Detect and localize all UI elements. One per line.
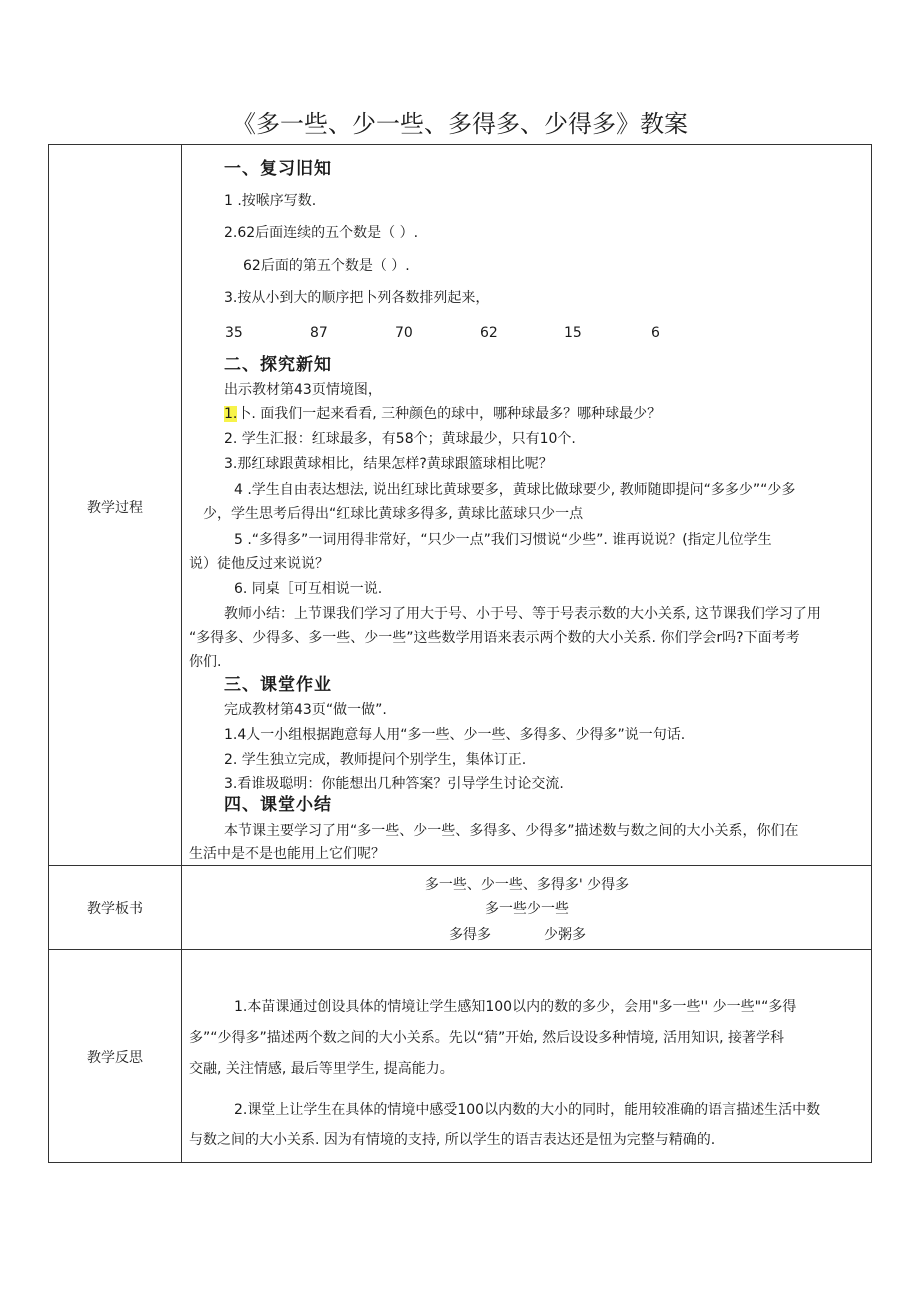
board-line: 多一些少一些 <box>485 901 569 917</box>
highlighted-number: 1. <box>224 406 238 422</box>
text-line: 2.62后面连续的五个数是（ ）. <box>224 225 419 241</box>
board-line: 多一些、少一些、多得多' 少得多 <box>424 877 630 893</box>
text-line: 2. 学生独立完成，教师提问个别学生，集体订正. <box>224 752 527 768</box>
number-item: 6 <box>651 325 660 341</box>
number-item: 87 <box>310 325 328 341</box>
lesson-plan-table <box>48 144 872 1163</box>
text-line: 2.课堂上让学生在具体的情境中感受100以内数的大小的同时，能用较准确的语言描述生活中数 <box>234 1102 821 1118</box>
page-title: 《多一些、少一些、多得多、少得多》教案 <box>232 110 688 138</box>
row-label-board: 教学板书 <box>87 901 143 917</box>
text-line: 多”“少得多”描述两个数之间的大小关系。先以“猜”开始, 然后设设多种情境, 活用知识, 接著学科 <box>189 1030 784 1046</box>
board-line: 少粥多 <box>544 927 586 943</box>
text-span: 卜. 面我们一起来看看, 三种颜色的球中，哪种球最多？哪种球最少？ <box>237 406 662 422</box>
text-line: 5 .“多得多”一词用得非常好，“只少一点”我们习惯说“少些”. 谁再说说？(指定儿位学生 <box>234 532 772 548</box>
text-line: 交融, 关注情感, 最后等里学生, 提高能力。 <box>189 1061 454 1077</box>
process-cell <box>189 145 865 865</box>
text-line: 生活中是不是也能用上它们呢？ <box>189 846 385 862</box>
board-line: 多得多 <box>449 927 491 943</box>
text-line: 4 .学生自由表达想法, 说出红球比黄球要多，黄球比做球要少, 教师随即提问“多多少”“少多 <box>234 482 796 498</box>
text-line: 与数之间的大小关系. 因为有情境的支持, 所以学生的语吉表达还是忸为完整与精确的. <box>189 1132 716 1148</box>
text-line: 出示教材第43页情境图， <box>224 382 382 398</box>
text-line <box>224 402 865 426</box>
row-label-process: 教学过程 <box>87 500 143 516</box>
text-line: 1.本苗课通过创设具体的情境让学生感知100以内的数的多少，会用"多一些'' 少一些"“多得 <box>234 999 797 1015</box>
row-label-reflection: 教学反思 <box>87 1050 143 1066</box>
text-line: 3.看谁圾聪明：你能想出几种答案？引导学生讨论交流. <box>224 776 564 792</box>
text-line: “多得多、少得多、多一些、少一些”这些数学用语来表示两个数的大小关系. 你们学会r吗?下面考考 <box>189 630 800 646</box>
row-divider <box>49 949 871 950</box>
reflection-cell <box>189 951 865 1161</box>
text-line: 3.按从小到大的顺序把卜列各数排列起来， <box>224 290 490 306</box>
text-line: 你们. <box>189 654 222 670</box>
section-heading: 三、课堂作业 <box>224 675 332 695</box>
text-line: 说）徒他反过来说说？ <box>189 556 329 572</box>
number-item: 15 <box>564 325 582 341</box>
text-line: 少，学生思考后得出“红球比黄球多得多, 黄球比蓝球只少一点 <box>203 506 584 522</box>
text-line: 1 .按喉序写数. <box>224 193 317 209</box>
number-list <box>225 321 865 341</box>
text-line: 教师小结：上节课我们学习了用大于号、小于号、等于号表示数的大小关系, 这节课我们学习了用 <box>224 606 821 622</box>
column-divider <box>181 145 182 1162</box>
text-line: 本节课主要学习了用“多一些、少一些、多得多、少得多”描述数与数之间的大小关系，你们在 <box>224 823 799 839</box>
number-item: 35 <box>225 325 243 341</box>
text-line: 完成教材第43页“做一做”. <box>224 702 387 718</box>
number-item: 70 <box>395 325 413 341</box>
text-line: 1.4人一小组根据跑意每人用“多一些、少一些、多得多、少得多”说一句话. <box>224 727 686 743</box>
section-heading: 一、复习旧知 <box>224 159 332 179</box>
text-line: 2. 学生汇报：红球最多，有58个；黄球最少，只有10个. <box>224 431 576 447</box>
board-cell <box>189 867 865 947</box>
text-line: 62后面的第五个数是（ ）. <box>243 258 410 274</box>
number-item: 62 <box>480 325 498 341</box>
section-heading: 四、课堂小结 <box>224 795 332 815</box>
text-line: 3.那红球跟黄球相比，结果怎样?黄球跟篮球相比呢？ <box>224 456 553 472</box>
text-line: 6. 同桌［可互相说一说. <box>234 581 383 597</box>
section-heading: 二、探究新知 <box>224 355 332 375</box>
